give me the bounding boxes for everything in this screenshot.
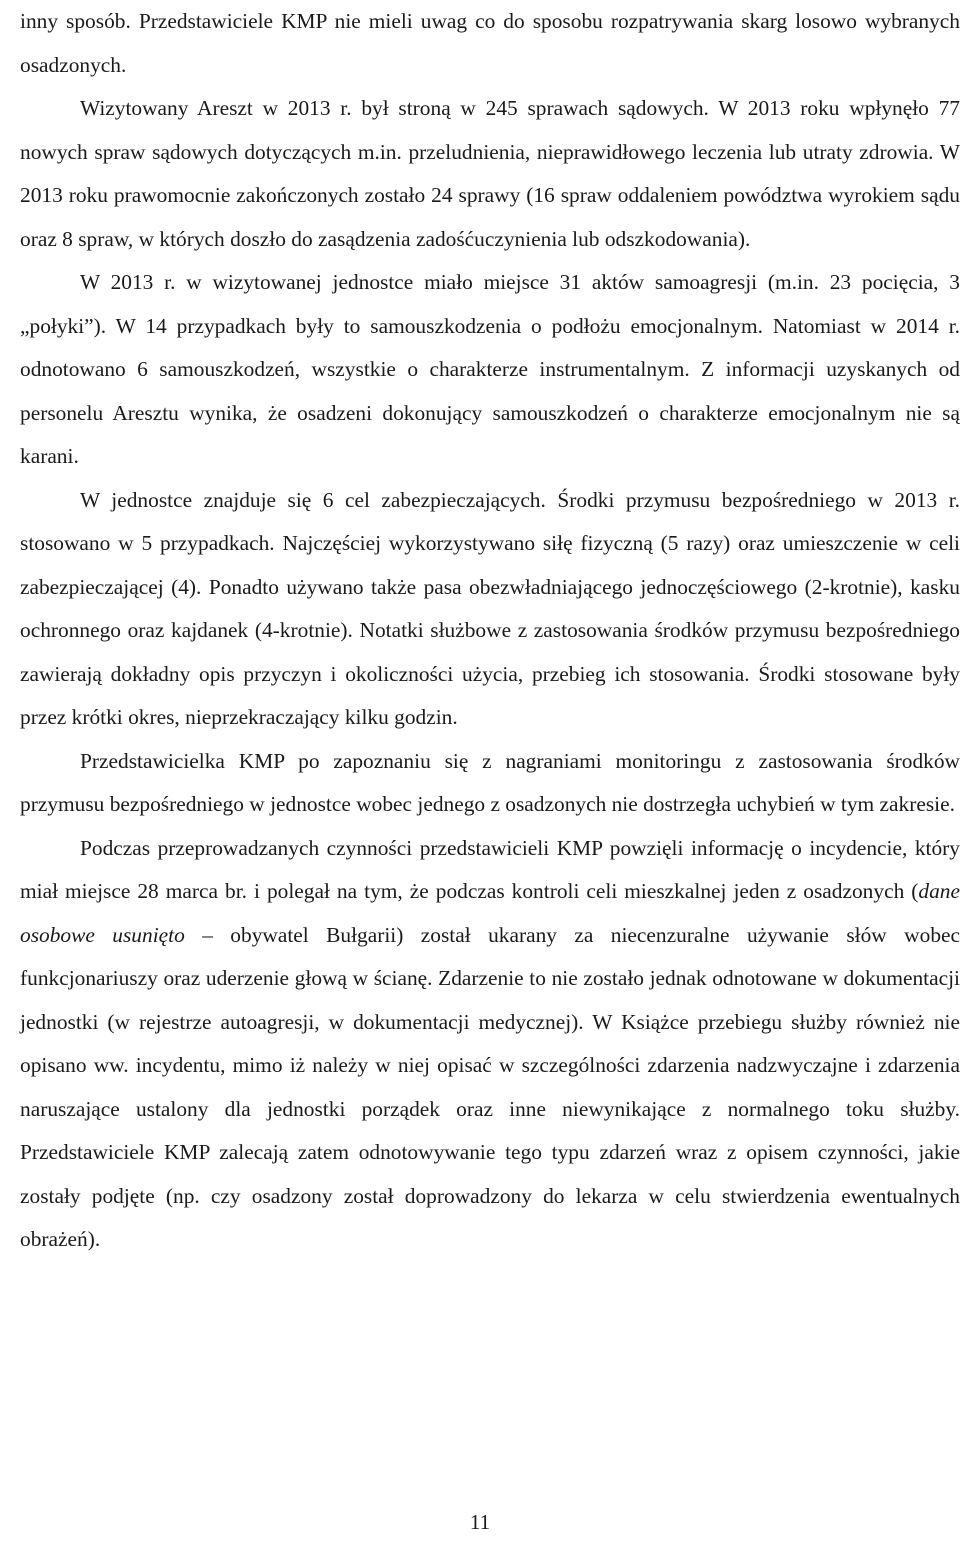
incident-text-end: – obywatel Bułgarii) został ukarany za niecenzuralne używanie słów wobec funkcjonariuszy oraz uderzenie głową w ścianę. Zdarzenie to nie zostało jednak odnotowane w dokumentacji jednostki (w rejestrze autoagresji, w dokumentacji medycznej). W Książce przebiegu służby również nie opisano ww. incydentu, mimo iż należy w niej opisać w szczególności zdarzenia nadzwyczajne i zdarzenia naruszające ustalony dla jednostki porządek oraz inne niewynikające z normalnego toku służby. Przedstawiciele KMP zalecają zatem odnotowywanie tego typu zdarzeń wraz z opisem czynności, jakie zostały podjęte (np. czy osadzony został doprowadzony do lekarza w celu stwierdzenia ewentualnych obrażeń).	[20, 922, 960, 1251]
page-number: 11	[469, 1510, 491, 1534]
paragraph-court-cases: Wizytowany Areszt w 2013 r. był stroną w 245 sprawach sądowych. W 2013 roku wpłynęło 77 nowych spraw sądowych dotyczących m.in. przeludnienia, nieprawidłowego leczenia lub utraty zdrowia. W 2013 roku prawomocnie zakończonych zostało 24 sprawy (16 spraw oddaleniem powództwa wyrokiem sądu oraz 8 spraw, w których doszło do zasądzenia zadośćuczynienia lub odszkodowania).	[20, 96, 960, 251]
paragraph-self-harm: W 2013 r. w wizytowanej jednostce miało miejsce 31 aktów samoagresji (m.in. 23 pocięcia, 3 „połyki”). W 14 przypadkach były to samouszkodzenia o podłożu emocjonalnym. Natomiast w 2014 r. odnotowano 6 samouszkodzeń, wszystkie o charakterze instrumentalnym. Z informacji uzyskanych od personelu Aresztu wynika, że osadzeni dokonujący samouszkodzeń o charakterze emocjonalnym nie są karani.	[20, 270, 960, 468]
paragraph-monitoring: Przedstawicielka KMP po zapoznaniu się z nagraniami monitoringu z zastosowania środków przymusu bezpośredniego w jednostce wobec jednego z osadzonych nie dostrzegła uchybień w tym zakresie.	[20, 748, 960, 816]
paragraph-coercive-measures: W jednostce znajduje się 6 cel zabezpieczających. Środki przymusu bezpośredniego w 2013 r. stosowano w 5 przypadkach. Najczęściej wykorzystywano siłę fizyczną (5 razy) oraz umieszczenie w celi zabezpieczającej (4). Ponadto używano także pasa obezwładniającego jednoczęściowego (2-krotnie), kasku ochronnego oraz kajdanek (4-krotnie). Notatki służbowe z zastosowania środków przymusu bezpośredniego zawierają dokładny opis przyczyn i okoliczności użycia, przebieg ich stosowania. Środki stosowane były przez krótki okres, nieprzekraczający kilku godzin.	[20, 487, 960, 729]
redacted-personal-data: dane osobowe usunięto	[20, 879, 960, 947]
paragraph-continuation: inny sposób. Przedstawiciele KMP nie mieli uwag co do sposobu rozpatrywania skarg losowo wybranych osadzonych.	[20, 9, 960, 77]
document-page	[20, 0, 960, 1262]
incident-text-start: Podczas przeprowadzanych czynności przedstawicieli KMP powzięli informację o incydencie, który miał miejsce 28 marca br. i polegał na tym, że podczas kontroli celi mieszkalnej jeden z osadzonych (	[20, 835, 960, 903]
paragraph-incident	[20, 827, 960, 1262]
